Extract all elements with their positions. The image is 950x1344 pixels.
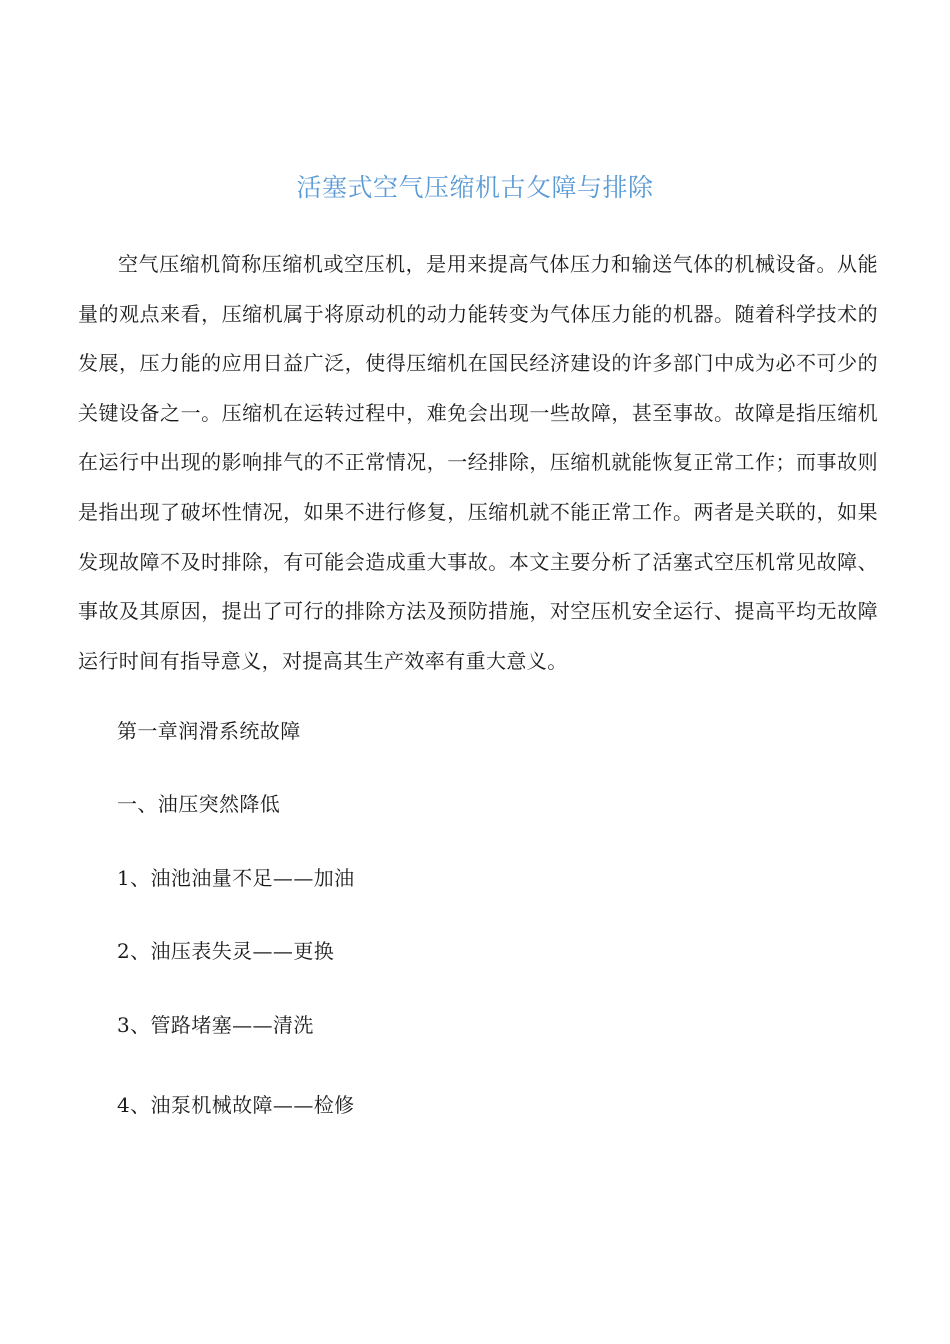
- chapter-heading: 第一章润滑系统故障: [117, 719, 301, 743]
- intro-paragraph: 空气压缩机简称压缩机或空压机，是用来提高气体压力和输送气体的机械设备。从能量的观点来看，压缩机属于将原动机的动力能转变为气体压力能的机器。随着科学技术的发展，压力能的应用日益广泛，使得压缩机在国民经济建设的许多部门中成为必不可少的关键设备之一。压缩机在运转过程中，难免会出现一些故障，甚至事故。故障是指压缩机在运行中出现的影响排气的不正常情况，一经排除，压缩机就能恢复正常工作；而事故则是指出现了破坏性情况，如果不进行修复，压缩机就不能正常工作。两者是关联的，如果发现故障不及时排除，有可能会造成重大事故。本文主要分析了活塞式空压机常见故障、事故及其原因，提出了可行的排除方法及预防措施，对空压机安全运行、提高平均无故障运行时间有指导意义，对提高其生产效率有重大意义。: [78, 252, 878, 673]
- list-item: 4、油泵机械故障——检修: [117, 1093, 355, 1117]
- list-item: 2、油压表失灵——更换: [117, 939, 335, 963]
- section-heading: 一、油压突然降低: [117, 792, 281, 816]
- list-item: 3、管路堵塞——清洗: [117, 1013, 314, 1037]
- list-item: 1、油池油量不足——加油: [117, 866, 355, 890]
- document-title: 活塞式空气压缩机古攵障与排除: [296, 173, 654, 202]
